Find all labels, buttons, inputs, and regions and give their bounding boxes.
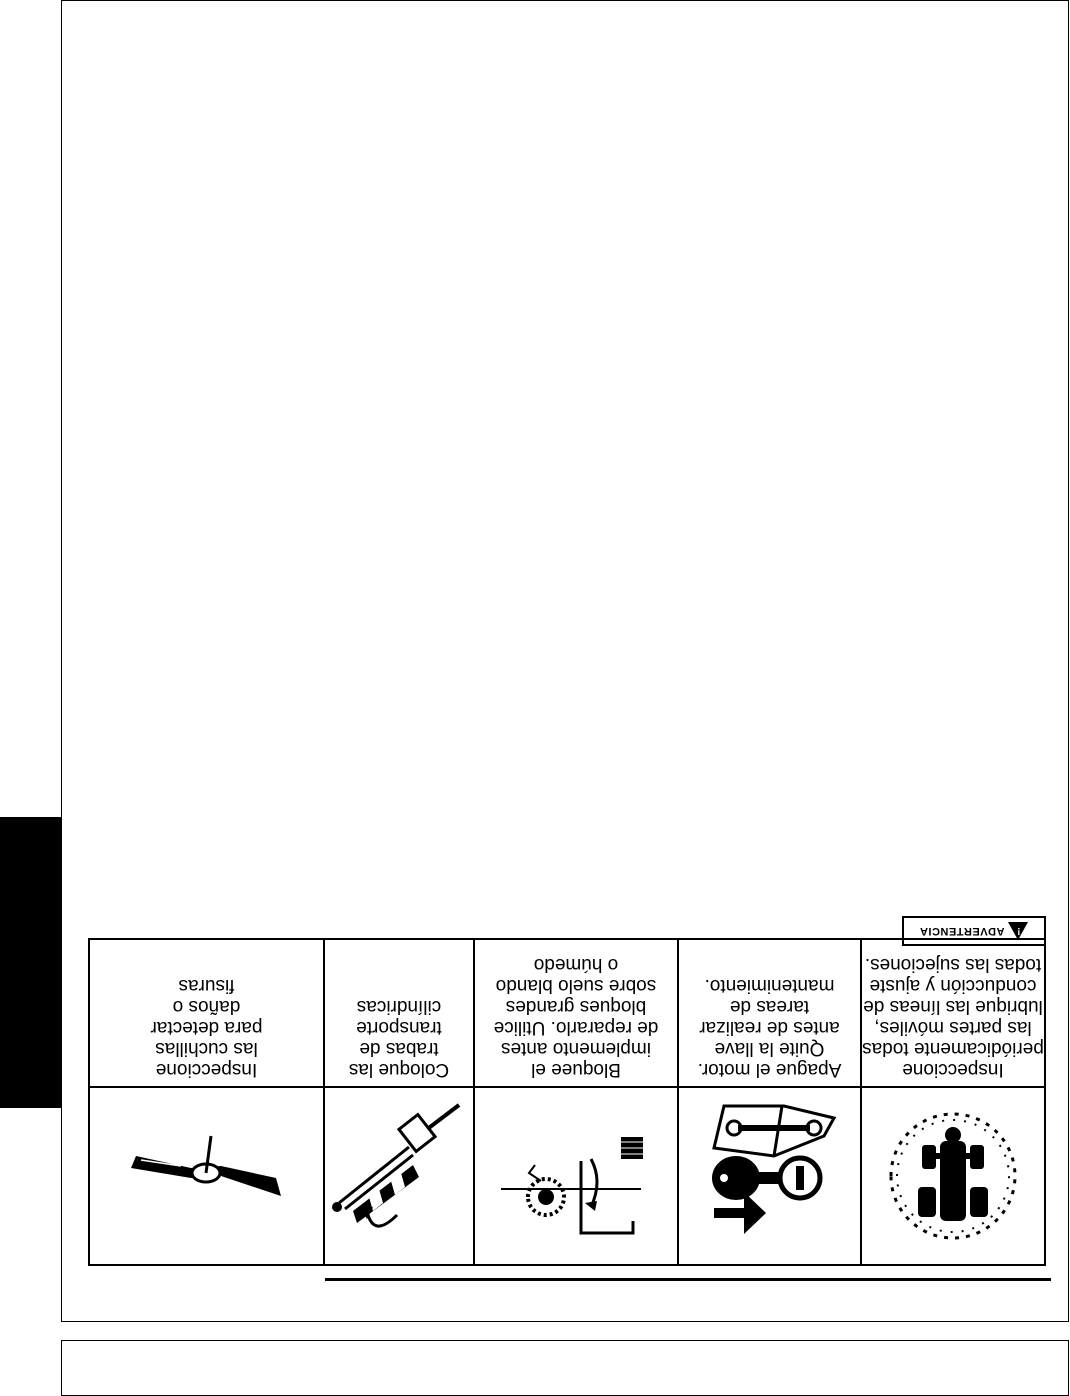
footer-frame — [61, 1340, 1069, 1396]
instruction-cell — [861, 939, 1045, 1087]
instruction-text: Coloque las trabas de transporte cilíndricas — [348, 996, 450, 1080]
key-and-manual-icon — [695, 1096, 845, 1256]
transport-lock-icon — [329, 1101, 469, 1251]
block-implement-cell — [474, 1087, 678, 1265]
block-implement-icon — [491, 1101, 661, 1251]
tractor-cell — [861, 1087, 1045, 1265]
tractor-lubrication-icon — [878, 1101, 1028, 1251]
key-manual-cell — [678, 1087, 861, 1265]
safety-decal-table — [88, 938, 1046, 1266]
horizontal-rule — [325, 1278, 1051, 1281]
instruction-text: Apague el motor. Quite la llave antes de realizar tareas de mantenimiento. — [697, 975, 842, 1080]
instruction-cell — [324, 939, 474, 1087]
transport-lock-cell — [324, 1087, 474, 1265]
instruction-cell — [678, 939, 861, 1087]
icon-row — [89, 1087, 1045, 1265]
blade-icon — [122, 1116, 292, 1236]
blade-cell — [89, 1087, 324, 1265]
text-row — [89, 939, 1045, 1087]
instruction-text: Bloquee el implemento antes de repararlo. Utilice bloques grandes sobre suelo blando o húmedo — [493, 954, 659, 1080]
instruction-cell — [89, 939, 324, 1087]
safety-decal — [90, 896, 1046, 1266]
warning-badge — [902, 916, 1046, 946]
warning-label: ADVERTENCIA — [919, 925, 1005, 937]
instruction-text: Inspeccione las cuchillas para detectar daños o fisuras — [150, 975, 263, 1080]
warning-triangle-icon: ! — [1008, 922, 1028, 940]
section-tab — [0, 817, 61, 1108]
instruction-text: Inspeccione periódicamente todas las partes móviles, lubrique las líneas de conducción y ajuste todas las sujeciones. — [862, 954, 1044, 1080]
instruction-cell — [474, 939, 678, 1087]
